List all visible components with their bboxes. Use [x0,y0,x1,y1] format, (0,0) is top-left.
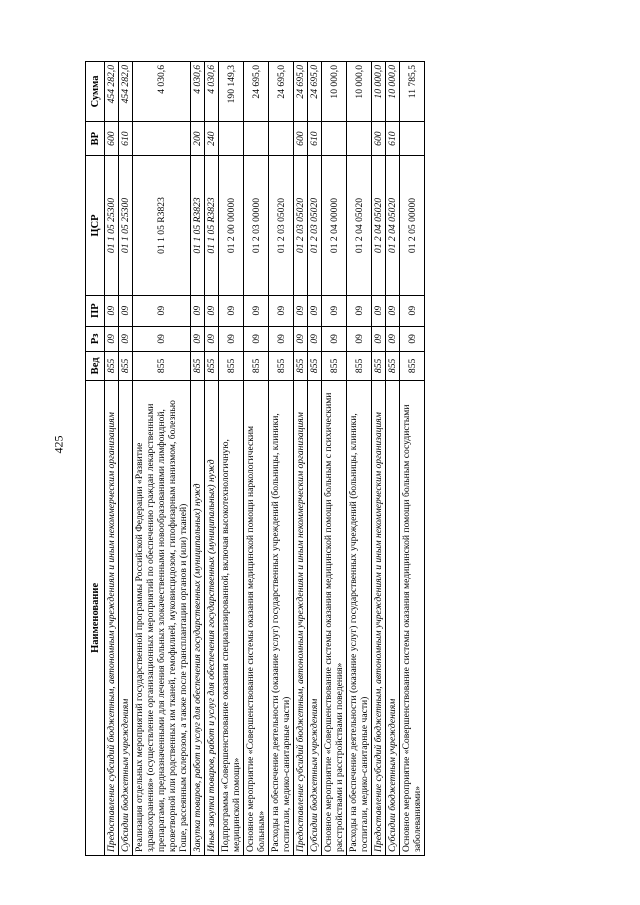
cell-rz: 09 [308,326,322,351]
cell-pr: 09 [347,295,372,326]
cell-sum: 10 000,0 [347,62,372,122]
cell-ved: 855 [119,352,133,381]
cell-vr [133,121,191,156]
table-row [244,62,269,856]
cell-ved: 855 [347,352,372,381]
table-header-row [86,62,105,856]
table-row [308,62,322,856]
table-row [322,62,347,856]
cell-pr: 09 [133,295,191,326]
header-pr: ПР [86,295,105,326]
cell-ved: 855 [133,352,191,381]
cell-vr: 600 [294,121,308,156]
cell-name: Расходы на обеспечение деятельности (оказание услуг) государственных учреждений (больницы, клиники, госпитали, медико-санитарные части) [347,380,372,855]
cell-vr [322,121,347,156]
cell-csr: 01 1 05 25300 [105,156,119,295]
cell-name: Предоставление субсидий бюджетным, автономным учреждениям и иным некоммерческим организациям [105,380,119,855]
cell-ved: 855 [191,352,205,381]
cell-vr: 600 [105,121,119,156]
cell-sum: 24 695,0 [308,62,322,122]
cell-csr: 01 2 04 00000 [322,156,347,295]
cell-rz: 09 [105,326,119,351]
cell-rz: 09 [219,326,244,351]
cell-sum: 454 282,0 [105,62,119,122]
cell-csr: 01 1 05 R3823 [191,156,205,295]
cell-sum: 190 149,3 [219,62,244,122]
cell-ved: 855 [372,352,386,381]
budget-table [85,61,425,856]
cell-csr: 01 2 04 05020 [372,156,386,295]
cell-csr: 01 2 03 05020 [269,156,294,295]
cell-vr: 610 [308,121,322,156]
table-row [294,62,308,856]
cell-pr: 09 [219,295,244,326]
cell-csr: 01 2 03 05020 [294,156,308,295]
table-row [400,62,425,856]
page-number: 425 [51,435,66,454]
cell-name: Реализация отдельных мероприятий государственной программы Российской Федерации «Развитие здравоохранения» (осуществление организационных мероприятий по обеспечению граждан лекарственными препаратами, предназначенными для лечения больных злокачественными новообразованиями лимфоидной, кроветворной или родственных им тканей, гемофилией, муковисцидозом, гипофизарным нанизмом, болезнью Гоше, рассеянным склерозом, а также после трансплантации органов и (или) тканей) [133,380,191,855]
cell-ved: 855 [244,352,269,381]
cell-sum: 4 030,6 [191,62,205,122]
table-row [386,62,400,856]
cell-ved: 855 [269,352,294,381]
header-csr: ЦСР [86,156,105,295]
cell-name: Предоставление субсидий бюджетным, автономным учреждениям и иным некоммерческим организациям [294,380,308,855]
cell-ved: 855 [400,352,425,381]
table-row [372,62,386,856]
cell-sum: 10 000,0 [322,62,347,122]
cell-csr: 01 2 00 00000 [219,156,244,295]
cell-pr: 09 [119,295,133,326]
cell-csr: 01 1 05 25300 [119,156,133,295]
table-row [205,62,219,856]
cell-rz: 09 [347,326,372,351]
table-body [105,62,425,856]
header-ved: Вед [86,352,105,381]
cell-ved: 855 [219,352,244,381]
table-row [191,62,205,856]
cell-pr: 09 [244,295,269,326]
cell-ved: 855 [322,352,347,381]
cell-rz: 09 [294,326,308,351]
cell-vr [244,121,269,156]
cell-pr: 09 [308,295,322,326]
cell-name: Субсидии бюджетным учреждениям [386,380,400,855]
cell-rz: 09 [191,326,205,351]
cell-csr: 01 2 04 05020 [386,156,400,295]
cell-rz: 09 [372,326,386,351]
cell-sum: 24 695,0 [269,62,294,122]
cell-pr: 09 [386,295,400,326]
cell-sum: 4 030,6 [205,62,219,122]
cell-rz: 09 [205,326,219,351]
cell-csr: 01 2 03 00000 [244,156,269,295]
cell-name: Предоставление субсидий бюджетным, автономным учреждениям и иным некоммерческим организациям [372,380,386,855]
cell-sum: 11 785,5 [400,62,425,122]
cell-csr: 01 2 04 05020 [347,156,372,295]
cell-sum: 10 000,0 [386,62,400,122]
table-row [347,62,372,856]
cell-vr [400,121,425,156]
cell-sum: 10 000,0 [372,62,386,122]
cell-sum: 454 282,0 [119,62,133,122]
cell-vr: 610 [119,121,133,156]
cell-pr: 09 [205,295,219,326]
rotated-table-container [85,61,580,856]
cell-sum: 4 030,6 [133,62,191,122]
cell-rz: 09 [322,326,347,351]
cell-pr: 09 [294,295,308,326]
cell-rz: 09 [119,326,133,351]
table-row [269,62,294,856]
header-rz: Рз [86,326,105,351]
header-vr: ВР [86,121,105,156]
cell-pr: 09 [105,295,119,326]
cell-name: Субсидии бюджетным учреждениям [308,380,322,855]
table-row [119,62,133,856]
cell-name: Закупка товаров, работ и услуг для обеспечения государственных (муниципальных) нужд [191,380,205,855]
cell-pr: 09 [269,295,294,326]
cell-ved: 855 [205,352,219,381]
cell-rz: 09 [269,326,294,351]
cell-rz: 09 [244,326,269,351]
cell-csr: 01 2 05 00000 [400,156,425,295]
cell-pr: 09 [191,295,205,326]
header-name: Наименование [86,380,105,855]
cell-name: Расходы на обеспечение деятельности (оказание услуг) государственных учреждений (больницы, клиники, госпитали, медико-санитарные части) [269,380,294,855]
cell-ved: 855 [386,352,400,381]
cell-name: Основное мероприятие «Совершенствование системы оказания медицинской помощи больным с психическими расстройствами и расстройствами поведения» [322,380,347,855]
cell-pr: 09 [322,295,347,326]
cell-csr: 01 2 03 05020 [308,156,322,295]
cell-pr: 09 [400,295,425,326]
cell-vr: 200 [191,121,205,156]
table-row [105,62,119,856]
cell-vr: 600 [372,121,386,156]
cell-name: Подпрограмма «Совершенствование оказания специализированной, включая высокотехнологичную, медицинской помощи» [219,380,244,855]
cell-rz: 09 [400,326,425,351]
cell-csr: 01 1 05 R3823 [205,156,219,295]
cell-sum: 24 695,0 [244,62,269,122]
cell-pr: 09 [372,295,386,326]
cell-name: Основное мероприятие «Совершенствование системы оказания медицинской помощи больным сосудистыми заболеваниями» [400,380,425,855]
cell-name: Иные закупки товаров, работ и услуг для обеспечения государственных (муниципальных) нужд [205,380,219,855]
cell-vr [219,121,244,156]
cell-rz: 09 [386,326,400,351]
cell-ved: 855 [308,352,322,381]
cell-csr: 01 1 05 R3823 [133,156,191,295]
cell-sum: 24 695,0 [294,62,308,122]
cell-ved: 855 [105,352,119,381]
cell-vr [269,121,294,156]
table-row [219,62,244,856]
cell-vr [347,121,372,156]
cell-vr: 240 [205,121,219,156]
cell-name: Субсидии бюджетным учреждениям [119,380,133,855]
cell-rz: 09 [133,326,191,351]
cell-vr: 610 [386,121,400,156]
cell-ved: 855 [294,352,308,381]
header-sum: Сумма [86,62,105,122]
table-row [133,62,191,856]
cell-name: Основное мероприятие «Совершенствование системы оказания медицинской помощи наркологическим больным» [244,380,269,855]
